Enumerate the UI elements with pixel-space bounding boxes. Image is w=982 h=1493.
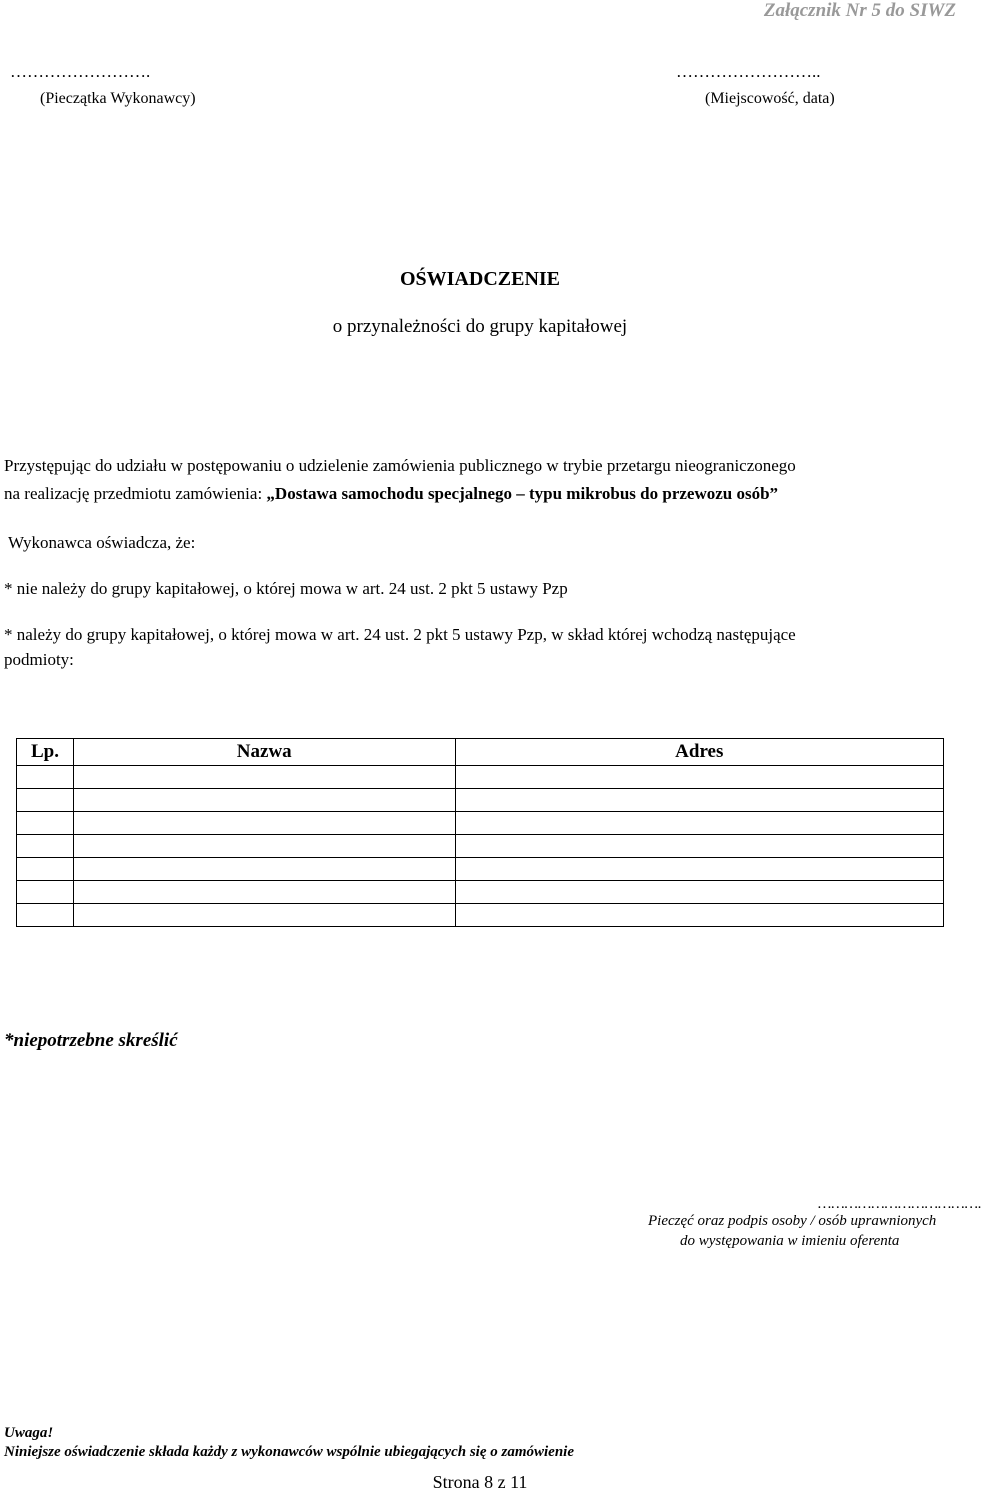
cell-address[interactable] [455,881,943,904]
table-row [17,789,944,812]
place-date-label: (Miejscowość, data) [705,90,835,107]
intro-line-2 [4,484,778,504]
place-dots: …………………….. [676,62,821,81]
header-address: Adres [455,739,943,766]
cell-address[interactable] [455,766,943,789]
cell-address[interactable] [455,812,943,835]
page-number: Strona 8 z 11 [432,1472,528,1492]
option-member-line-2: podmioty: [4,650,74,669]
signature-label-line-2: do występowania w imieniu oferenta [680,1233,900,1249]
entities-table [16,738,944,927]
strike-through-note: *niepotrzebne skreślić [4,1030,178,1051]
option-not-member: * nie należy do grupy kapitałowej, o której mowa w art. 24 ust. 2 pkt 5 ustawy Pzp [4,579,568,598]
cell-name[interactable] [73,766,455,789]
header-name: Nazwa [73,739,455,766]
cell-name[interactable] [73,835,455,858]
cell-lp[interactable] [17,766,74,789]
table-row [17,904,944,927]
table-row [17,858,944,881]
contract-subject: „Dostawa samochodu specjalnego – typu mikrobus do przewozu osób” [266,484,779,503]
cell-address[interactable] [455,789,943,812]
cell-lp[interactable] [17,812,74,835]
header-lp: Lp. [17,739,74,766]
cell-lp[interactable] [17,789,74,812]
cell-name[interactable] [73,904,455,927]
cell-name[interactable] [73,812,455,835]
cell-lp[interactable] [17,904,74,927]
document-subtitle: o przynależności do grupy kapitałowej [332,316,628,337]
warning-text: Niniejsze oświadczenie składa każdy z wykonawców wspólnie ubiegających się o zamówienie [4,1444,574,1460]
cell-address[interactable] [455,835,943,858]
table-row [17,812,944,835]
table-row [17,766,944,789]
cell-name[interactable] [73,881,455,904]
intro-line-2-prefix: na realizację przedmiotu zamówienia: [4,484,267,503]
cell-address[interactable] [455,904,943,927]
stamp-label: (Pieczątka Wykonawcy) [40,90,196,107]
cell-name[interactable] [73,789,455,812]
table-row [17,835,944,858]
cell-lp[interactable] [17,835,74,858]
declaration-intro: Wykonawca oświadcza, że: [8,533,196,552]
intro-line-1: Przystępując do udziału w postępowaniu o udzielenie zamówienia publicznego w trybie przetargu nieograniczonego [4,456,796,475]
document-title: OŚWIADCZENIE [399,268,561,290]
table-header-row [17,739,944,766]
cell-lp[interactable] [17,881,74,904]
option-member-line-1: * należy do grupy kapitałowej, o której mowa w art. 24 ust. 2 pkt 5 ustawy Pzp, w skład której wchodzą następujące [4,625,796,644]
cell-lp[interactable] [17,858,74,881]
annex-label: Załącznik Nr 5 do SIWZ [763,0,956,21]
table-row [17,881,944,904]
signature-label-line-1: Pieczęć oraz podpis osoby / osób uprawnionych [648,1213,937,1229]
stamp-dots: ……………………. [10,62,151,81]
cell-name[interactable] [73,858,455,881]
signature-dots: ………………………………. [818,1196,982,1212]
cell-address[interactable] [455,858,943,881]
warning-title: Uwaga! [4,1425,54,1441]
